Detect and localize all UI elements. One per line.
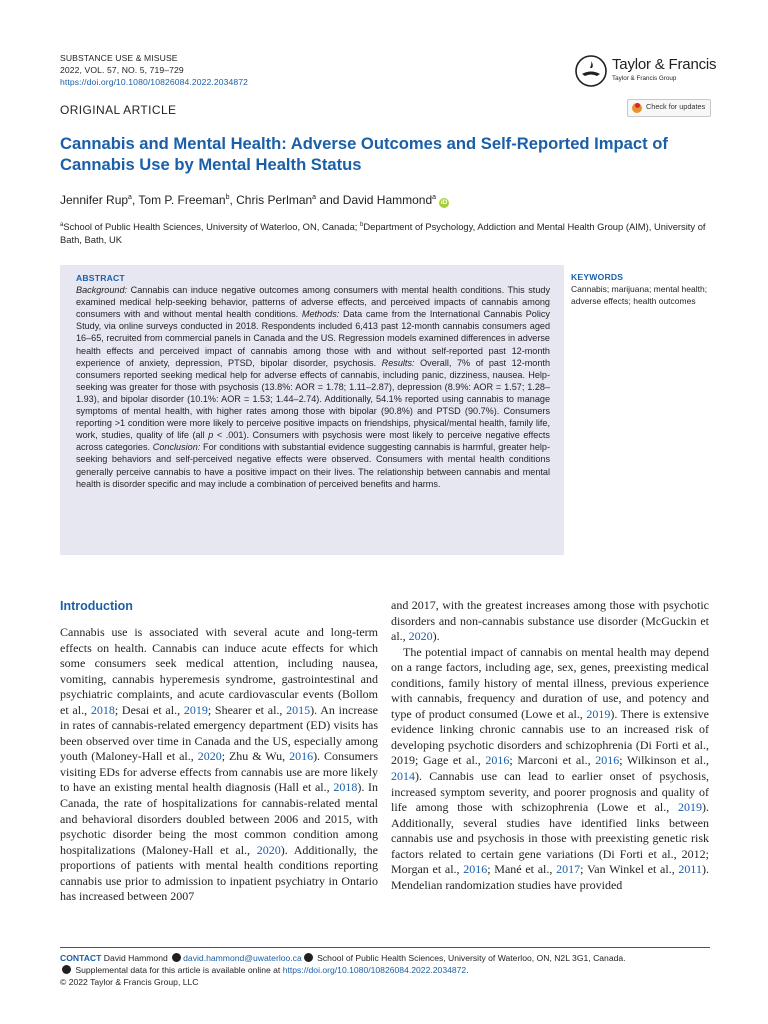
- section-heading-introduction: Introduction: [60, 599, 133, 613]
- email-icon: [172, 953, 181, 962]
- author-list: [60, 193, 449, 208]
- citation-link[interactable]: 2020: [197, 749, 222, 764]
- supplemental-end: .: [466, 965, 469, 975]
- body-text: ; Shearer et al.,: [207, 702, 287, 717]
- body-text: ; Mané et al.,: [487, 862, 557, 877]
- abstract-conclusion-label: Conclusion:: [152, 442, 201, 453]
- supplemental-link[interactable]: https://doi.org/10.1080/10826084.2022.2034872: [282, 965, 467, 975]
- body-text: ). Cannabis use can lead to earlier onset of psychosis, increased symptom severity, and poorer prognosis and quality of life among those with schizophrenia (Lowe et al.,: [391, 769, 709, 815]
- orcid-icon[interactable]: iD: [440, 199, 448, 206]
- intro-column-left: [60, 625, 378, 905]
- author-separator: and: [316, 193, 343, 207]
- check-updates-button[interactable]: [627, 99, 711, 117]
- abstract-methods: Data came from the International Cannabis Policy Study, via online surveys conducted in 2018. Respondents included 6,413 past 12-month cannabis consumers aged 16–65, recruited from commercial panels in Canada and the US. Regression models examined differences in adverse health effects and perceived impact of cannabis among those with and without self-reported past 12-month experience of anxiety, depression, PTSD, bipolar disorder, psychosis.: [76, 309, 550, 368]
- article-type: ORIGINAL ARTICLE: [60, 103, 177, 117]
- author-affil-sup: a: [128, 194, 132, 201]
- body-text: The potential impact of cannabis on mental health may depend on a range factors, including age, sex, genes, preexisting medical conditions, family history of mental illness, previous experience with cannabis, frequency and duration of use, and potency and type of product consumed (Lowe et al.,: [391, 644, 709, 721]
- keywords-list: Cannabis; marijuana; mental health; adverse effects; health outcomes: [571, 284, 708, 306]
- citation-link[interactable]: 2016: [485, 753, 510, 768]
- journal-name: SUBSTANCE USE & MISUSE: [60, 53, 178, 63]
- citation-link[interactable]: 2019: [183, 702, 208, 717]
- intro-paragraph: [391, 645, 709, 894]
- citation-link[interactable]: 2014: [391, 769, 415, 784]
- intro-paragraph: [60, 625, 378, 905]
- abstract-results-end: < .001). Consumers with psychosis were most likely to perceive negative effects across categories.: [76, 430, 550, 453]
- abstract-methods-label: Methods:: [301, 309, 340, 320]
- contact-email-link[interactable]: david.hammond@uwaterloo.ca: [183, 953, 302, 963]
- copyright: © 2022 Taylor & Francis Group, LLC: [60, 977, 199, 987]
- journal-citation: 2022, VOL. 57, NO. 5, 719–729: [60, 65, 184, 75]
- citation-link[interactable]: 2020: [408, 629, 433, 644]
- citation-link[interactable]: 2015: [286, 702, 311, 717]
- crossmark-icon: [632, 103, 642, 113]
- contact-name: David Hammond: [101, 953, 171, 963]
- affil-sup: a: [60, 222, 64, 228]
- body-text: and 2017, with the greatest increases among those with psychotic disorders and non-cannabis substance use disorder (McGuckin et al.,: [391, 598, 709, 644]
- citation-link[interactable]: 2018: [333, 780, 358, 795]
- citation-link[interactable]: 2016: [595, 753, 620, 768]
- abstract-heading: ABSTRACT: [76, 273, 125, 283]
- footer-divider: [60, 947, 710, 948]
- body-text: ; Marconi et al.,: [509, 753, 596, 768]
- body-text: ). An increase in rates of cannabis-related emergency department (ED) visits has been observed over time in Canada and the US, especially among youth (Maloney-Hall et al.,: [60, 702, 378, 764]
- journal-header: [60, 52, 248, 88]
- citation-link[interactable]: 2019: [678, 800, 702, 815]
- author-name: David Hammond: [342, 193, 433, 207]
- footer-notes: [60, 952, 720, 988]
- affiliations: [60, 219, 710, 246]
- author-affil-sup: a: [432, 194, 437, 201]
- affiliation-a: School of Public Health Sciences, University of Waterloo, ON, Canada;: [63, 221, 361, 233]
- body-text: Cannabis use is associated with several acute and long-term effects on health. Cannabis can induce acute effects for which some consumers seek medical attention, including nausea, vomiting, cannabis hyperemesis syndrome, gastrointestinal and psychiatric complaints, and acute cardiovascular events (Bollom et al.,: [60, 625, 378, 717]
- body-text: ). Mendelian randomization studies have provided: [391, 862, 709, 892]
- citation-link[interactable]: 2018: [90, 702, 115, 717]
- citation-link[interactable]: 2020: [256, 842, 281, 857]
- contact-line: [60, 952, 720, 964]
- body-text: ). Consumers visiting EDs for adverse effects from cannabis use are more likely to have an existing mental health diagnosis (Hall et al.,: [60, 749, 378, 795]
- citation-link[interactable]: 2017: [556, 862, 581, 877]
- body-text: ; Zhu & Wu,: [221, 749, 290, 764]
- abstract-body: [76, 272, 550, 490]
- affil-sup: b: [360, 222, 364, 228]
- publisher-logo: [574, 54, 717, 88]
- author-separator: ,: [229, 193, 237, 207]
- abstract-background-label: Background:: [76, 285, 128, 296]
- body-text: ; Van Winkel et al.,: [580, 862, 679, 877]
- keywords-heading: KEYWORDS: [571, 272, 624, 282]
- author-name: Tom P. Freeman: [138, 193, 226, 207]
- publisher-name: Taylor & Francis: [612, 56, 717, 73]
- abstract-results: Overall, 7% of past 12-month consumers reported seeking medical help for adverse effects of cannabis, including panic, dizziness, nausea. Help-seeking was greater for those with psychosis (13.8%: AOR = 1.78; 1.11–2.87), depression (8.9%: AOR = 1.57; 1.28–1.93), and bipolar disorder (10.1%: AOR = 1.53; 1.44–2.74). Additionally, 54.1% reported using cannabis to manage symptoms of mental health, with higher rates among those with bipolar (90.8%) and PTSD (90.7%). Consumers reporting >1 condition were more likely to perceive positive impacts on friendships, physical/mental health, family life, work, studies, quality of life (all: [76, 357, 551, 441]
- affiliation-b: Department of Psychology, Addiction and Mental Health Group (AIM), University of Bath, Bath, UK: [60, 221, 706, 246]
- abstract-conclusion: For conditions with substantial evidence suggesting cannabis is harmful, greater help-seeking behaviors and self-perceived negative effects were observed. Consumers with mental health conditions generally perceive cannabis to have a positive impact on their lives. The relationship between cannabis and mental health is disorder specific and may include a combination of perceived benefits and harms.: [76, 442, 550, 489]
- author-affil-sup: a: [312, 194, 317, 201]
- body-text: ).: [432, 629, 440, 644]
- author-separator: ,: [131, 193, 139, 207]
- author-name: Chris Perlman: [236, 193, 313, 207]
- contact-address: School of Public Health Sciences, University of Waterloo, ON, N2L 3G1, Canada.: [314, 953, 626, 963]
- supplemental-icon: [62, 965, 71, 974]
- contact-label: CONTACT: [60, 953, 102, 963]
- citation-link[interactable]: 2011: [678, 862, 702, 877]
- abstract-box: [60, 265, 564, 555]
- abstract-background: Cannabis can induce negative outcomes among consumers with mental health conditions. This study examined medical help-seeking behavior, patterns of adverse effects, and perceived impacts of cannabis among consumers with and without mental health conditions.: [76, 285, 550, 320]
- supplemental-line: [60, 964, 720, 976]
- body-text: ; Wilkinson et al.,: [619, 753, 709, 768]
- intro-paragraph-cont: [391, 598, 709, 645]
- author-name: Jennifer Rup: [60, 193, 129, 207]
- body-text: ). Additionally, several studies have identified links between cannabis use and psychosis in those with preexisting genetic risk factors related to certain gene variations (Di Forti et al., 2012; Morgan et al.,: [391, 800, 709, 877]
- article-title: Cannabis and Mental Health: Adverse Outcomes and Self-Reported Impact of Cannabis Use by Mental Health Status: [60, 134, 668, 174]
- body-text: ). Additionally, the proportions of patients with mental health conditions reporting cannabis use prior to admission to inpatient psychiatry in Ontario has increased between 2007: [60, 842, 378, 904]
- lamp-icon: [574, 54, 608, 88]
- publisher-group: Taylor & Francis Group: [612, 75, 677, 82]
- body-text: ; Desai et al.,: [114, 702, 184, 717]
- intro-column-right: [391, 598, 709, 893]
- citation-link[interactable]: 2016: [289, 749, 314, 764]
- body-text: ). There is extensive evidence linking chronic cannabis use to an increased risk of developing psychotic disorders and schizophrenia (Di Forti et al., 2019; Gage et al.,: [391, 706, 709, 768]
- location-icon: [304, 953, 313, 962]
- journal-doi-link[interactable]: https://doi.org/10.1080/10826084.2022.2034872: [60, 77, 248, 87]
- abstract-p-symbol: p: [208, 430, 214, 441]
- body-text: ). In Canada, the rate of hospitalizations for cannabis-related mental and behavioral disorders doubled between 2006 and 2015, with psychotic disorder being the most common condition among hospitalizations (Maloney-Hall et al.,: [60, 780, 378, 857]
- citation-link[interactable]: 2016: [463, 862, 488, 877]
- abstract-results-label: Results:: [381, 357, 415, 368]
- author-affil-sup: b: [225, 194, 230, 201]
- supplemental-text: Supplemental data for this article is available online at: [73, 965, 283, 975]
- citation-link[interactable]: 2019: [586, 706, 611, 721]
- check-updates-label: Check for updates: [646, 102, 706, 111]
